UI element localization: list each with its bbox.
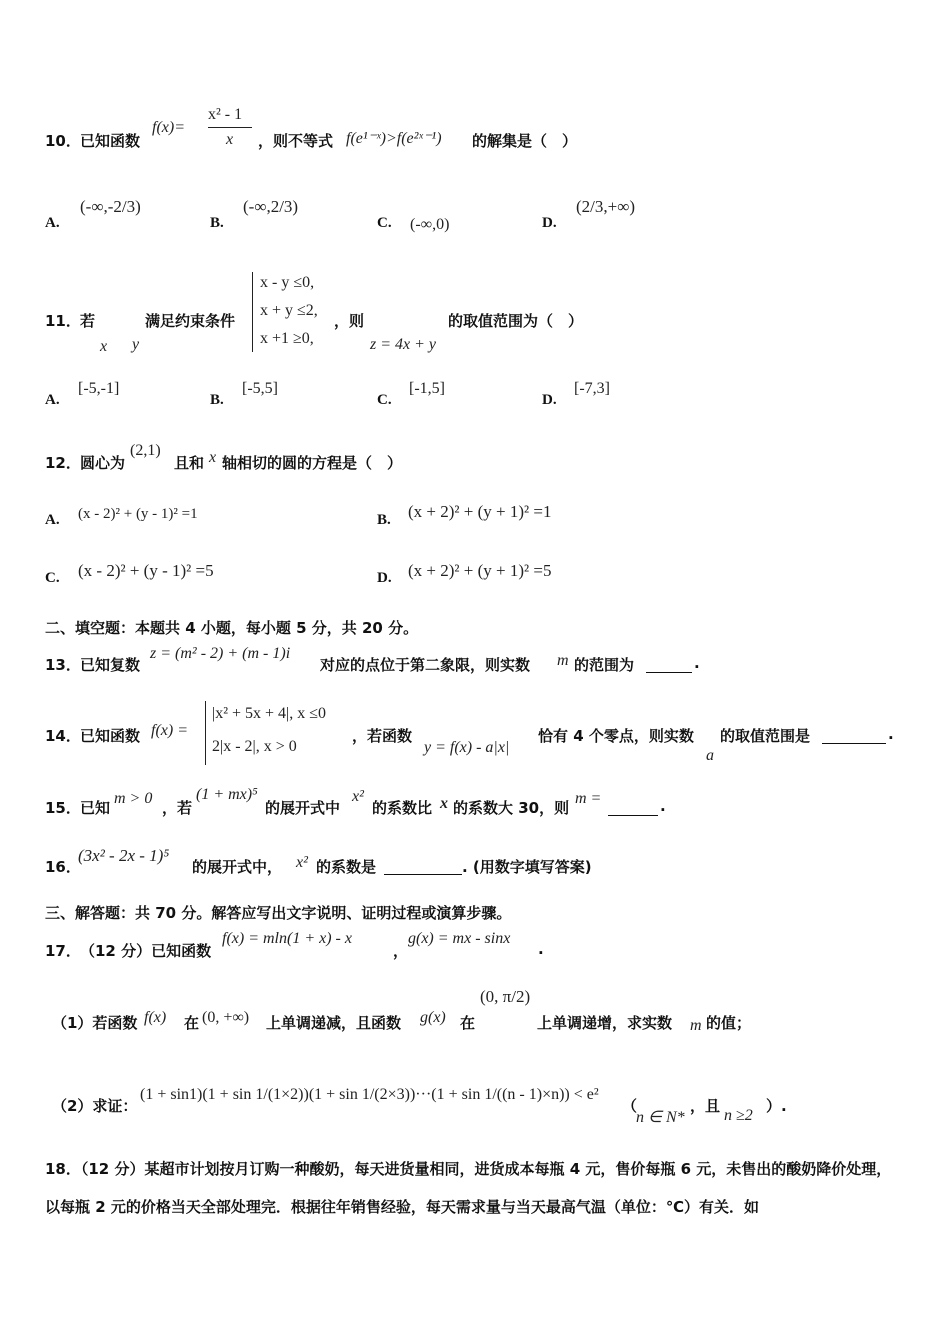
option-value: [-7,3] — [574, 380, 610, 397]
question-text: 满足约束条件 — [145, 312, 236, 330]
function-def: f(x)= — [152, 119, 185, 136]
question-text: . (用数字填写答案) — [462, 858, 592, 876]
constraint-2: x + y ≤2, — [260, 302, 318, 319]
question-text: 圆心为 — [80, 454, 126, 472]
condition-n-ge-2: n ≥2 — [724, 1107, 753, 1124]
option-value: (x - 2)² + (y - 1)² =5 — [78, 561, 214, 580]
question-text: 的系数比 — [372, 799, 433, 817]
variable-x: x — [100, 338, 108, 355]
f-of-x: f(x) — [144, 1009, 167, 1026]
question-text: 的系数是 — [316, 858, 377, 876]
question-text: 恰有 4 个零点，则实数 — [538, 727, 694, 745]
option-label[interactable]: C. — [377, 392, 392, 408]
question-number: 13． — [45, 656, 81, 674]
option-label[interactable]: A. — [45, 215, 60, 231]
question-number: 10． — [45, 132, 81, 150]
question-number: 11． — [45, 312, 81, 330]
question-text: 的展开式中 — [265, 799, 341, 817]
variable-m: m — [690, 1017, 702, 1034]
answer-blank[interactable] — [384, 873, 462, 875]
fraction-denominator: x — [226, 131, 234, 148]
option-value: (-∞,-2/3) — [80, 197, 141, 216]
section-heading-fill-in: 二、填空题：本题共 4 小题，每小题 5 分，共 20 分。 — [45, 619, 419, 637]
option-label[interactable]: A. — [45, 392, 60, 408]
interval-2: (0, π/2) — [480, 987, 531, 1006]
question-number: 16． — [45, 858, 81, 876]
question-text: . — [538, 940, 544, 958]
question-14: 14． 已知函数 f(x) = |x² + 5x + 4|, x ≤0 2|x - 2|, x > 0 ，若函数 y = f(x) - a|x| 恰有 4 个零点，则实数 a 的取值范围是 . — [0, 695, 950, 775]
term-x: x — [440, 795, 448, 812]
option-label[interactable]: C. — [45, 570, 60, 586]
option-label[interactable]: D. — [377, 570, 392, 586]
answer-blank[interactable] — [608, 814, 658, 816]
question-text: 在 — [460, 1014, 476, 1032]
question-text: 上单调递减，且函数 — [266, 1014, 402, 1032]
question-text: 对应的点位于第二象限，则实数 — [320, 656, 531, 674]
constraint-1: x - y ≤0, — [260, 274, 315, 291]
brace — [252, 272, 257, 352]
question-number: 12． — [45, 454, 81, 472]
question-number: 15． — [45, 799, 81, 817]
term-x2: x² — [352, 788, 364, 805]
question-text: 且和 — [174, 454, 205, 472]
question-text: ，则 — [334, 312, 365, 330]
complex-expression: z = (m² - 2) + (m - 1)i — [150, 645, 291, 662]
option-value: (-∞,2/3) — [243, 197, 299, 216]
question-text: ，若 — [162, 799, 193, 817]
variable-m: m — [557, 652, 569, 669]
condition-n-natural: n ∈ N* — [636, 1109, 685, 1126]
option-label[interactable]: B. — [377, 512, 391, 528]
question-text: （12 分）某超市计划按月订购一种酸奶，每天进货量相同，进货成本每瓶 4 元，售价每瓶 6 元，未售出的酸奶降价处理，以每瓶 2 元的价格当天全部处理完．根据往年销售经验，每天需求量与当天最高气温（单位：℃）有关．如 — [45, 1160, 892, 1216]
question-text: 的取值范围是 — [720, 727, 811, 745]
constraint-3: x +1 ≥0, — [260, 330, 314, 347]
question-text: ，则不等式 — [258, 132, 334, 150]
answer-blank[interactable] — [822, 742, 886, 744]
axis-x: x — [209, 449, 217, 466]
question-text: 在 — [184, 1014, 200, 1032]
question-text: 的系数大 30，则 — [453, 799, 570, 817]
question-10 — [0, 100, 950, 240]
question-17: 17． （12 分）已知函数 f(x) = mln(1 + x) - x ， g(x) = mx - sinx . （1）若函数 f(x) 在 (0, +∞) 上单调递减，且函数 g(x) 在 (0, π/2) 上单调递增，求实数 m 的值； （2）求证： (1 + sin1)(1 + sin 1/(1×2))(1 + sin 1/(2×3))···(1 + sin 1/((n - 1)×n)) < e² （ n ∈ N* ，且 n ≥2 ）. — [45, 930, 787, 1126]
question-text: 轴相切的圆的方程是（ ） — [222, 454, 403, 472]
question-text: 的解集是（ ） — [472, 132, 578, 150]
question-15 — [0, 780, 950, 820]
interval-1: (0, +∞) — [202, 1009, 250, 1026]
question-text: ）. — [766, 1097, 787, 1115]
function-g: g(x) = mx - sinx — [408, 930, 511, 947]
question-18 — [45, 1150, 905, 1226]
question-text: 上单调递增，求实数 — [537, 1014, 673, 1032]
binomial: (1 + mx)⁵ — [196, 786, 258, 803]
question-12 — [0, 440, 950, 590]
variable-y: y — [132, 336, 140, 353]
section-heading-solutions: 三、解答题：共 70 分。解答应写出文字说明、证明过程或演算步骤。 — [45, 904, 512, 922]
option-label[interactable]: C. — [377, 215, 392, 231]
option-value: (x + 2)² + (y + 1)² =1 — [408, 502, 552, 521]
option-label[interactable]: A. — [45, 512, 60, 528]
inequality: f(e¹⁻ˣ)>f(e²ˣ⁻¹) — [346, 130, 442, 147]
m-equals: m = — [575, 790, 602, 807]
question-text: 的取值范围为（ ） — [448, 312, 584, 330]
g-of-x: g(x) — [420, 1009, 446, 1026]
product-inequality: (1 + sin1)(1 + sin 1/(1×2))(1 + sin 1/(2×3))···(1 + sin 1/((n - 1)×n)) < e² — [140, 1086, 599, 1103]
option-value: (2/3,+∞) — [576, 197, 636, 216]
question-text: 已知函数 — [80, 132, 141, 150]
option-value: (x + 2)² + (y + 1)² =5 — [408, 561, 552, 580]
question-number: 17． — [45, 942, 81, 960]
question-text: ， — [393, 942, 409, 960]
option-label[interactable]: B. — [210, 392, 224, 408]
question-11 — [0, 270, 950, 420]
option-label[interactable]: B. — [210, 215, 224, 231]
option-value: (x - 2)² + (y - 1)² =1 — [78, 506, 198, 522]
piece-2: 2|x - 2|, x > 0 — [212, 738, 297, 755]
brace — [205, 701, 210, 765]
part-2-label: （2）求证： — [52, 1097, 138, 1115]
fraction-bar — [208, 127, 252, 128]
question-text: 若 — [80, 312, 96, 330]
answer-blank[interactable] — [646, 671, 692, 673]
question-number: 14． — [45, 727, 81, 745]
function-g: y = f(x) - a|x| — [424, 739, 510, 756]
question-13: 13． 已知复数 z = (m² - 2) + (m - 1)i 对应的点位于第二象限，则实数 m 的范围为 . — [45, 645, 700, 674]
function-def: f(x) = — [151, 722, 188, 739]
center-point: (2,1) — [130, 442, 161, 459]
option-value: [-5,-1] — [78, 380, 120, 397]
question-text: （12 分）已知函数 — [80, 942, 212, 960]
option-value: [-5,5] — [242, 380, 278, 397]
condition: m > 0 — [114, 790, 153, 807]
objective: z = 4x + y — [370, 336, 437, 353]
variable-a: a — [706, 747, 714, 764]
fraction-numerator: x² - 1 — [208, 106, 243, 123]
term-x2: x² — [296, 854, 308, 871]
question-text: 已知 — [80, 799, 111, 817]
question-text: 的范围为 — [574, 656, 635, 674]
option-label[interactable]: D. — [542, 215, 557, 231]
question-16 — [0, 840, 950, 880]
option-value: [-1,5] — [409, 380, 445, 397]
question-text: 的值； — [706, 1014, 752, 1032]
question-number: 18． — [45, 1160, 81, 1178]
question-text: 的展开式中， — [192, 858, 283, 876]
piece-1: |x² + 5x + 4|, x ≤0 — [212, 705, 327, 722]
question-text: . — [660, 797, 666, 815]
question-text: 已知复数 — [80, 656, 141, 674]
question-text: ，且 — [690, 1097, 721, 1115]
part-1-label: （1）若函数 — [52, 1014, 138, 1032]
question-text: 已知函数 — [80, 727, 141, 745]
option-label[interactable]: D. — [542, 392, 557, 408]
option-value: (-∞,0) — [410, 216, 450, 233]
question-text: ，若函数 — [352, 727, 413, 745]
trinomial: (3x² - 2x - 1)⁵ — [78, 846, 170, 865]
function-f: f(x) = mln(1 + x) - x — [222, 930, 352, 947]
